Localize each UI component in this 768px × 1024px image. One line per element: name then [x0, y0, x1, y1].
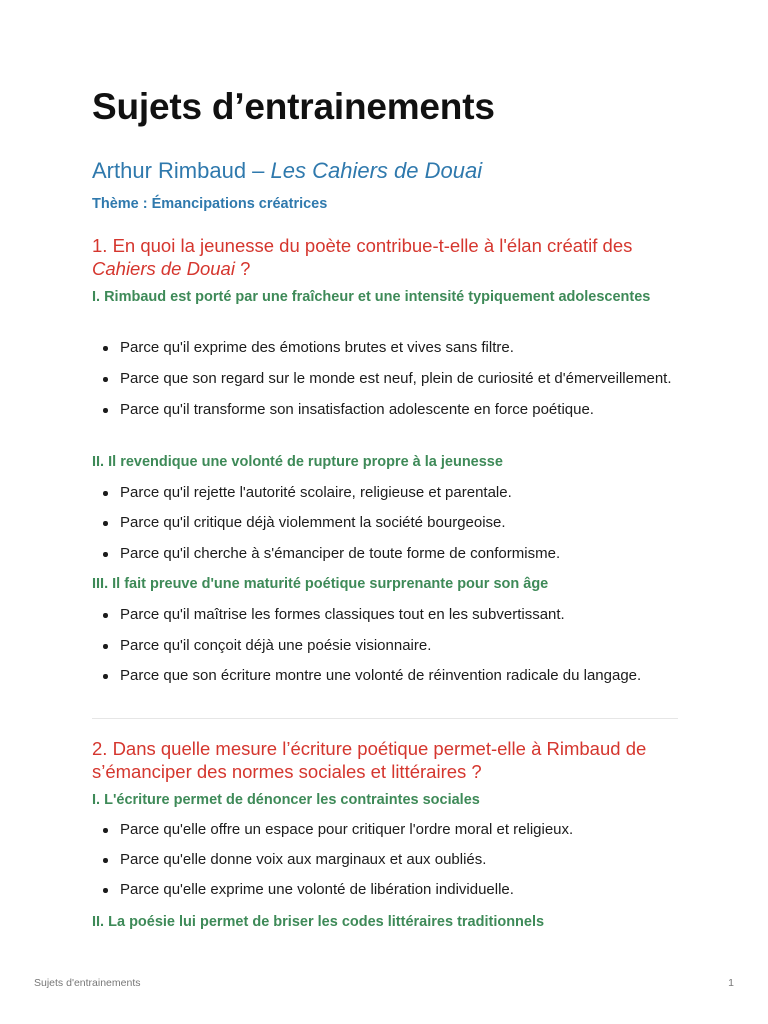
q2-part-1-heading: I. L'écriture permet de dénoncer les contraintes sociales [92, 792, 480, 808]
q1-part-2-list [92, 482, 678, 565]
list-item: Parce qu'il exprime des émotions brutes et vives sans filtre. [92, 337, 678, 359]
list-item: Parce qu'elle exprime une volonté de libération individuelle. [92, 879, 678, 901]
question-1 [92, 234, 678, 280]
q1-part-1-list [92, 337, 678, 421]
page-title: Sujets d’entrainements [92, 86, 495, 127]
work-author: Arthur Rimbaud – [92, 158, 271, 183]
list-item: Parce qu'il rejette l'autorité scolaire, religieuse et parentale. [92, 482, 678, 504]
q1-part-3-list [92, 604, 678, 687]
question-1-text: 1. En quoi la jeunesse du poète contribue-t-elle à l'élan créatif des [92, 235, 633, 256]
list-item: Parce qu'il critique déjà violemment la société bourgeoise. [92, 512, 678, 534]
q2-part-1-list [92, 819, 678, 901]
list-item: Parce que son regard sur le monde est neuf, plein de curiosité et d'émerveillement. [92, 368, 678, 390]
question-1-end: ? [234, 258, 251, 279]
work-book-title: Les Cahiers de Douai [270, 158, 483, 183]
footer-page-number: 1 [728, 977, 734, 989]
list-item: Parce qu'elle offre un espace pour critiquer l'ordre moral et religieux. [92, 819, 678, 841]
work-title [92, 158, 482, 184]
list-item: Parce qu'elle donne voix aux marginaux et aux oubliés. [92, 849, 678, 871]
list-item: Parce qu'il maîtrise les formes classiques tout en les subvertissant. [92, 604, 678, 626]
q2-part-2-heading: II. La poésie lui permet de briser les codes littéraires traditionnels [92, 914, 545, 930]
q1-part-2-heading: II. Il revendique une volonté de rupture propre à la jeunesse [92, 454, 503, 470]
question-1-book: Cahiers de Douai [92, 258, 235, 279]
theme-line: Thème : Émancipations créatrices [92, 196, 328, 212]
footer-document-title: Sujets d'entrainements [34, 977, 141, 989]
list-item: Parce qu'il conçoit déjà une poésie visionnaire. [92, 635, 678, 657]
list-item: Parce que son écriture montre une volonté de réinvention radicale du langage. [92, 665, 678, 687]
list-item: Parce qu'il cherche à s'émanciper de toute forme de conformisme. [92, 543, 678, 565]
question-2: 2. Dans quelle mesure l’écriture poétique permet-elle à Rimbaud de s’émanciper des normes sociales et littéraires ? [92, 738, 647, 782]
section-divider [92, 718, 678, 719]
q1-part-1-heading: I. Rimbaud est porté par une fraîcheur et une intensité typiquement adolescentes [92, 289, 651, 305]
list-item: Parce qu'il transforme son insatisfaction adolescente en force poétique. [92, 399, 678, 421]
q1-part-3-heading: III. Il fait preuve d'une maturité poétique surprenante pour son âge [92, 576, 549, 592]
